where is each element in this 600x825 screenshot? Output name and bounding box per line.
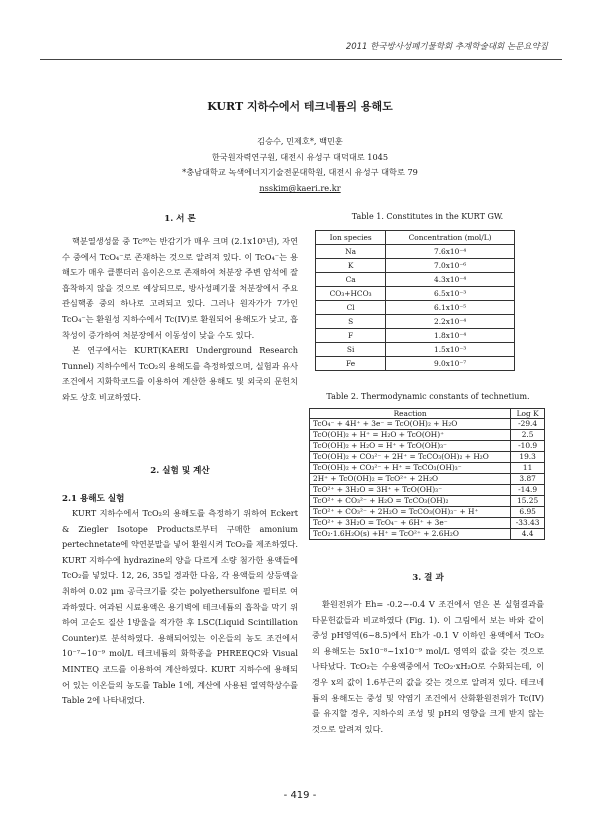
running-header: 2011 한국방사성폐기물학회 추계학술대회 논문요약집 xyxy=(345,42,548,52)
table-thermodynamic-constants xyxy=(309,408,545,540)
author-email[interactable]: nsskim@kaeri.re.kr xyxy=(259,183,341,193)
ion-cell: Cl xyxy=(316,301,386,315)
logk-cell: 6.95 xyxy=(511,507,545,518)
table2-caption: Table 2. Thermodynamic constants of technetium. xyxy=(326,392,530,401)
logk-cell: 3.87 xyxy=(511,474,545,485)
table-row xyxy=(310,452,545,463)
reaction-cell: TcO²⁺ + CO₃²⁻ + 2H₂O = TcCO₃(OH)₃⁻ + H⁺ xyxy=(310,507,511,518)
table-row xyxy=(310,518,545,529)
table-row xyxy=(316,273,515,287)
table-ion-species xyxy=(315,230,515,371)
header-rule xyxy=(40,59,562,60)
ion-cell: F xyxy=(316,329,386,343)
ion-cell: S xyxy=(316,315,386,329)
table1-caption: Table 1. Constitutes in the KURT GW. xyxy=(351,212,504,221)
reaction-cell: TcO²⁺ + 3H₂O = TcO₄⁻ + 6H⁺ + 3e⁻ xyxy=(310,518,511,529)
introduction-body xyxy=(62,234,298,406)
section-introduction: 1. 서 론 xyxy=(164,214,196,224)
section-results: 3. 결 과 xyxy=(412,573,444,583)
table-row xyxy=(310,463,545,474)
logk-cell: -10.9 xyxy=(511,441,545,452)
table-row xyxy=(316,245,515,259)
ion-cell: CO₃+HCO₃ xyxy=(316,287,386,301)
methods-body xyxy=(62,506,298,709)
reaction-cell: TcO(OH)₂ + H⁺ = H₂O + TcO(OH)⁺ xyxy=(310,430,511,441)
concentration-cell: 4.3x10⁻⁴ xyxy=(386,273,515,287)
table-row xyxy=(310,529,545,540)
table-row xyxy=(316,287,515,301)
affiliation-1: 한국원자력연구원, 대전시 유성구 대덕대로 1045 xyxy=(211,152,389,162)
column-header: Reaction xyxy=(310,409,511,419)
column-header: Log K xyxy=(511,409,545,419)
paragraph: 본 연구에서는 KURT(KAERI Underground Research Tunnel) 지하수에서 TcO₂의 용해도를 측정하였으며, 실험과 유사조건에서 지화학코드를 이용하여 계산한 용해도 및 외국의 문헌치와도 상호 비교하였다. xyxy=(62,345,298,402)
paragraph: 핵분열생성물 중 Tc⁹⁹는 반감기가 매우 크며 (2.1x10⁵년), 자연수 중에서 TcO₄⁻로 존재하는 것으로 알려져 있다. 이 TcO₄⁻는 용해도가 매우 클뿐더러 음이온으로 존재하여 처분장 주변 암석에 잘 흡착하지 않을 것으로 예상되므로, 방사성폐기물 처분장에서 주요 관심핵종 중의 하나로 고려되고 있다. 그러나 원자가가 7가인 TcO₄⁻는 환원성 지하수에서 Tc(IV)로 환원되어 용해도가 낮고, 흡착성이 증가하여 처분장에서 이동성이 낮을 수도 있다. xyxy=(62,236,298,340)
reaction-cell: TcO(OH)₂ + CO₃²⁻ + H⁺ = TcCO₃(OH)₃⁻ xyxy=(310,463,511,474)
section-methods: 2. 실험 및 계산 xyxy=(150,466,210,476)
paragraph: 환원전위가 Eh= -0.2~-0.4 V 조건에서 얻은 본 실험결과를 타문헌값들과 비교하였다 (Fig. 1). 이 그림에서 보는 바와 같이 중성 pH영역(6~8.5)에서 Eh가 -0.1 V 이하인 용액에서 TcO₂의 용해도는 5x10⁻⁸~1x10⁻⁹ mol/L 영역의 값을 갖는 것으로 나타났다. TcO₂는 수용액중에서 TcO₂·xH₂O로 수화되는데, 이 경우 x의 값이 1.6부근의 값을 갖는 것으로 알려져 있다. 테크네튬의 용해도는 중성 및 약염기 조건에서 산화환원전위가 Tc(IV)를 유지할 경우, 지하수의 조성 및 pH의 영향을 크게 받지 않는 것으로 알려져 있다. xyxy=(312,599,544,734)
affiliation-2: *충남대학교 녹색에너지기술전문대학원, 대전시 유성구 대학로 79 xyxy=(182,167,418,177)
ion-cell: Fe xyxy=(316,357,386,371)
logk-cell: -29.4 xyxy=(511,419,545,430)
reaction-cell: TcO(OH)₂ + CO₃²⁻ + 2H⁺ = TcCO₃(OH)₂ + H₂O xyxy=(310,452,511,463)
paper-title: KURT 지하수에서 테크네튬의 용해도 xyxy=(207,100,393,113)
reaction-cell: TcO²⁺ + 3H₂O = 3H⁺ + TcO(OH)₃⁻ xyxy=(310,485,511,496)
paragraph: KURT 지하수에서 TcO₂의 용해도를 측정하기 위하여 Eckert & Ziegler Isotope Products로부터 구매한 amonium pertechnetate에 약연분말을 넣어 환원시켜 TcO₂를 제조하였다. KURT 지하수에 hydrazine의 양을 다르게 소량 첨가한 용액들에 TcO₂를 넣었다. 12, 26, 35일 경과한 다음, 각 용액들의 상등액을 취하여 0.02 μm 공극크기를 갖는 polyethersulfone 필터로 여과하였다. 여과된 시료용액은 용기벽에 테크네튬의 흡착을 막기 위하여 고순도 질산 1방울을 적가한 후 LSC(Liquid Scintillation Counter)로 분석하였다. 용해되어있는 이온들의 농도 조건에서 10⁻⁷~10⁻⁹ mol/L 테크네튬의 화학종을 PHREEQC와 Visual MINTEQ 코드를 이용하여 계산하였다. KURT 지하수에 용해되어 있는 이온들의 농도를 Table 1에, 계산에 사용된 열역학상수를 Table 2에 나타내었다. xyxy=(62,508,298,706)
column-header: Concentration (mol/L) xyxy=(386,231,515,245)
logk-cell: 19.3 xyxy=(511,452,545,463)
logk-cell: -14.9 xyxy=(511,485,545,496)
table-row xyxy=(310,430,545,441)
concentration-cell: 7.0x10⁻⁶ xyxy=(386,259,515,273)
ion-cell: K xyxy=(316,259,386,273)
concentration-cell: 6.1x10⁻⁵ xyxy=(386,301,515,315)
logk-cell: 15.25 xyxy=(511,496,545,507)
subsection-solubility-experiment: 2.1 용해도 실험 xyxy=(62,494,125,504)
reaction-cell: 2H⁺ + TcO(OH)₂ = TcO²⁺ + 2H₂O xyxy=(310,474,511,485)
table-row xyxy=(316,357,515,371)
logk-cell: 2.5 xyxy=(511,430,545,441)
table-row xyxy=(310,507,545,518)
concentration-cell: 1.8x10⁻⁴ xyxy=(386,329,515,343)
table-row xyxy=(316,329,515,343)
concentration-cell: 9.0x10⁻⁷ xyxy=(386,357,515,371)
table-header-row xyxy=(316,231,515,245)
table-row xyxy=(316,343,515,357)
concentration-cell: 6.5x10⁻³ xyxy=(386,287,515,301)
ion-cell: Si xyxy=(316,343,386,357)
reaction-cell: TcO(OH)₂ + H₂O = H⁺ + TcO(OH)₃⁻ xyxy=(310,441,511,452)
ion-cell: Ca xyxy=(316,273,386,287)
table-row xyxy=(310,441,545,452)
results-body xyxy=(312,597,544,737)
ion-cell: Na xyxy=(316,245,386,259)
reaction-cell: TcO₂·1.6H₂O(s) +H⁺ = TcO²⁺ + 2.6H₂O xyxy=(310,529,511,540)
table-row xyxy=(310,474,545,485)
logk-cell: 4.4 xyxy=(511,529,545,540)
table-row xyxy=(310,419,545,430)
reaction-cell: TcO²⁺ + CO₃²⁻ + H₂O = TcCO₃(OH)₂ xyxy=(310,496,511,507)
logk-cell: -33.43 xyxy=(511,518,545,529)
table-row xyxy=(316,259,515,273)
table-row xyxy=(310,496,545,507)
table-row xyxy=(316,315,515,329)
concentration-cell: 7.6x10⁻⁴ xyxy=(386,245,515,259)
table-row xyxy=(316,301,515,315)
authors: 김승수, 민제호*, 백민훈 xyxy=(257,136,343,146)
column-header: Ion species xyxy=(316,231,386,245)
concentration-cell: 2.2x10⁻⁴ xyxy=(386,315,515,329)
table-row xyxy=(310,485,545,496)
reaction-cell: TcO₄⁻ + 4H⁺ + 3e⁻ = TcO(OH)₂ + H₂O xyxy=(310,419,511,430)
table-header-row xyxy=(310,409,545,419)
concentration-cell: 1.5x10⁻³ xyxy=(386,343,515,357)
page-number: - 419 - xyxy=(283,790,317,801)
logk-cell: 11 xyxy=(511,463,545,474)
